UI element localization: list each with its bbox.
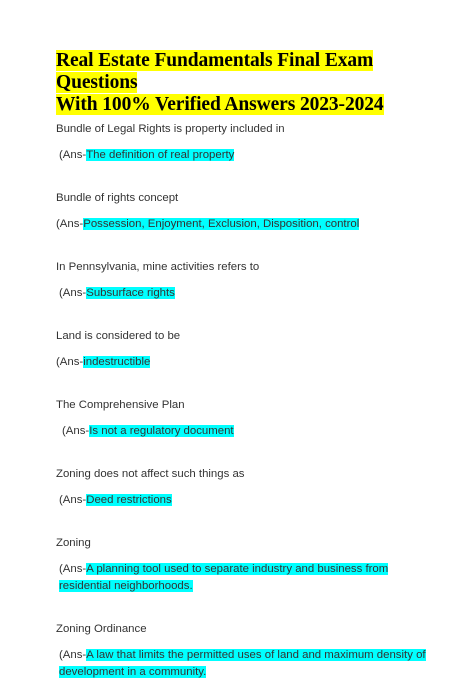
- answer-prefix: (Ans-: [56, 218, 84, 230]
- answer-highlight: Possession, Enjoyment, Exclusion, Disposition, control: [83, 218, 360, 230]
- answer-prefix: (Ans-: [59, 287, 87, 299]
- question-text: Zoning: [56, 537, 91, 549]
- answer-text: [56, 647, 429, 681]
- answer-text: [56, 423, 458, 440]
- question-text: Bundle of Legal Rights is property included in: [56, 123, 285, 135]
- answer-text: [56, 216, 458, 233]
- title-line-1: Real Estate Fundamentals Final Exam Questions: [56, 50, 374, 93]
- answer-text: [56, 147, 458, 164]
- question-text: Land is considered to be: [56, 330, 181, 342]
- question-text: Bundle of rights concept: [56, 192, 179, 204]
- answer-prefix: (Ans-: [59, 563, 87, 575]
- qa-list: [56, 122, 458, 681]
- answer-highlight: Is not a regulatory document: [89, 425, 234, 437]
- question-text: Zoning Ordinance: [56, 623, 147, 635]
- answer-prefix: (Ans-: [59, 149, 87, 161]
- answer-highlight: Subsurface rights: [86, 287, 175, 299]
- answer-prefix: (Ans-: [59, 494, 87, 506]
- answer-highlight: Deed restrictions: [86, 494, 172, 506]
- answer-text: [56, 561, 429, 595]
- answer-prefix: (Ans-: [56, 356, 84, 368]
- answer-prefix: (Ans-: [62, 425, 90, 437]
- question-text: Zoning does not affect such things as: [56, 468, 245, 480]
- answer-highlight: indestructible: [83, 356, 151, 368]
- answer-text: [56, 354, 458, 371]
- title-line-2: With 100% Verified Answers 2023-2024: [56, 94, 384, 115]
- question-text: The Comprehensive Plan: [56, 399, 185, 411]
- answer-highlight: A law that limits the permitted uses of land and maximum density of development in a community.: [59, 649, 426, 678]
- question-text: In Pennsylvania, mine activities refers to: [56, 261, 260, 273]
- answer-text: [56, 492, 458, 509]
- document-title: [56, 50, 458, 116]
- answer-text: [56, 285, 458, 302]
- answer-prefix: (Ans-: [59, 649, 87, 661]
- answer-highlight: A planning tool used to separate industry and business from residential neighborhoods.: [59, 563, 389, 592]
- answer-highlight: The definition of real property: [86, 149, 235, 161]
